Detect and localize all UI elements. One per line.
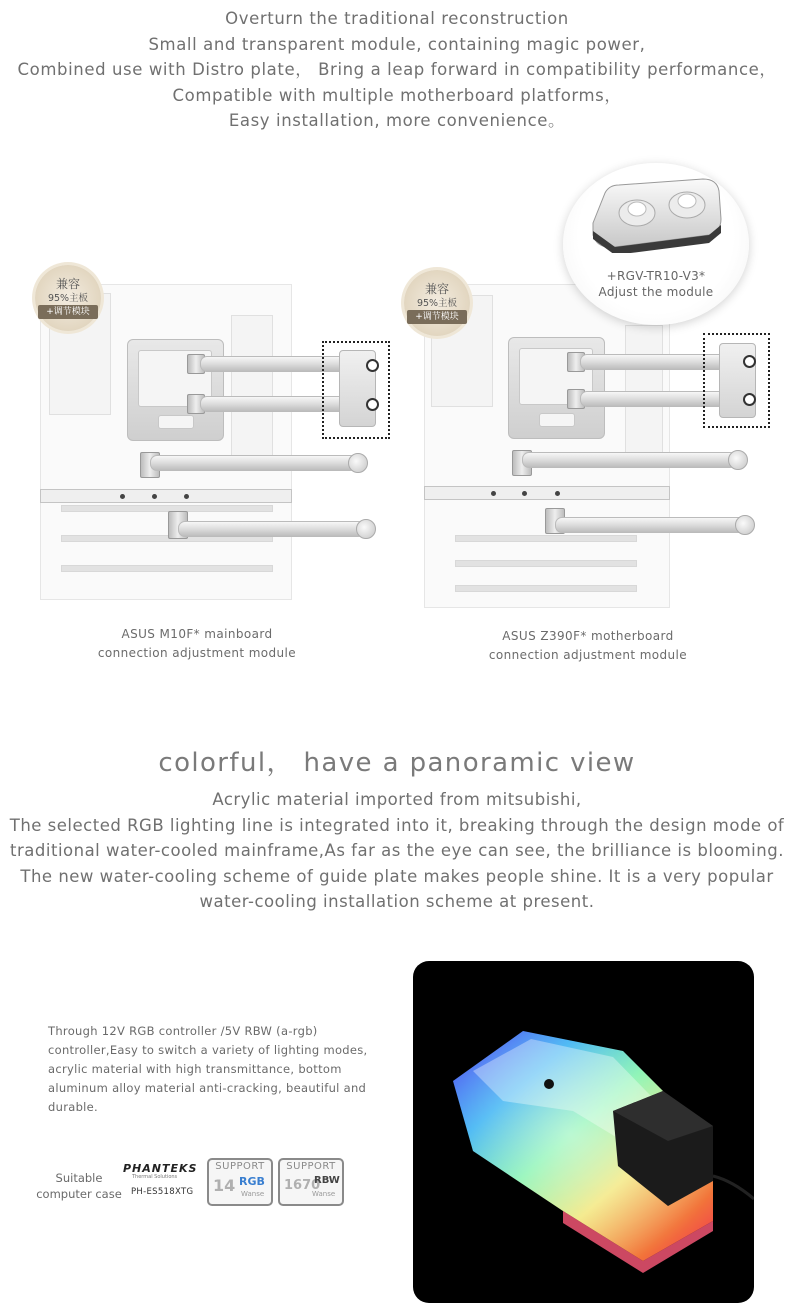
compatibility-badge (404, 270, 470, 336)
badge-line: 95%主板 (416, 298, 458, 309)
support-tag: RGB (239, 1175, 265, 1188)
section-title: colorful， have a panoramic view (158, 748, 636, 778)
rail-bolt (184, 494, 189, 499)
badge-line: +调节模块 (407, 310, 467, 324)
phanteks-tagline: Thermal Solutions (132, 1174, 178, 1180)
right-motherboard-image (424, 284, 670, 608)
section-line: The selected RGB lighting line is integrated into it, breaking through the design mode of (9, 815, 785, 835)
support-tag: RBW (314, 1175, 340, 1186)
intro-line: Compatible with multiple motherboard platforms， (172, 85, 622, 105)
coolant-tube (150, 455, 357, 471)
caption-line: ASUS M10F* mainboard (121, 627, 273, 641)
suitable-case-label: Suitable computer case (36, 1171, 122, 1201)
support-number: 14 (213, 1176, 236, 1195)
adjust-module-product-image (585, 175, 725, 253)
support-rgb-badge (207, 1158, 273, 1206)
intro-line: Combined use with Distro plate， Bring a leap forward in compatibility performance， (17, 60, 777, 79)
intro-line: Small and transparent module, containing magic power, (148, 34, 646, 54)
pcie-slot (61, 505, 273, 512)
pcie-slot (455, 585, 637, 592)
tube-end-cap (356, 519, 376, 539)
section-line: traditional water-cooled mainframe,As far as the eye can see, the brilliance is blooming. (10, 841, 784, 860)
caption-line: ASUS Z390F* motherboard (502, 629, 674, 643)
module-callout-label (563, 268, 749, 300)
intro-text (0, 6, 794, 134)
distro-plate-rail (40, 489, 292, 503)
section-line: The new water-cooling scheme of guide plate makes people shine. It is a very popular (20, 866, 774, 886)
intro-line: Overturn the traditional reconstruction (225, 9, 569, 28)
block-window (539, 413, 575, 427)
badge-line: 兼容 (55, 277, 80, 291)
module-model: +RGV-TR10-V3* (606, 269, 706, 283)
pcie-slot (61, 565, 273, 572)
left-board-caption (72, 625, 322, 663)
rail-bolt (152, 494, 157, 499)
cpu-water-block (508, 337, 605, 439)
support-brand: Wanse (241, 1190, 265, 1198)
section-body (0, 787, 794, 915)
coolant-tube (555, 517, 745, 533)
coolant-tube (178, 521, 365, 537)
rail-bolt (555, 491, 560, 496)
distro-plate-rail (424, 486, 670, 500)
section-line: water-cooling installation scheme at present. (199, 892, 595, 911)
pcie-slot (455, 535, 637, 542)
caption-line: connection adjustment module (488, 648, 688, 662)
rgb-description: Through 12V RGB controller /5V RBW (a-rgb) controller,Easy to switch a variety of lighting modes, acrylic material with high transmittance, bottom aluminum alloy material anti-cracking, beautiful and durable. (48, 1024, 368, 1114)
support-label: SUPPORT (286, 1161, 336, 1172)
case-model: PH-ES518XTG (131, 1187, 194, 1197)
rail-bolt (491, 491, 496, 496)
support-number: 1670 (284, 1178, 321, 1193)
tube-end-cap (348, 453, 368, 473)
right-board-caption (463, 627, 713, 665)
left-motherboard-image (40, 284, 292, 600)
rail-bolt (120, 494, 125, 499)
module-desc: Adjust the module (598, 285, 714, 299)
badge-line: 兼容 (424, 282, 449, 296)
compatibility-badge (35, 265, 101, 331)
badge-line: +调节模块 (38, 305, 98, 319)
support-rbw-badge (278, 1158, 344, 1206)
coolant-tube (522, 452, 737, 468)
cpu-water-block (127, 339, 224, 441)
highlight-box (322, 341, 390, 439)
support-brand: Wanse (312, 1190, 336, 1198)
phanteks-logo: PHANTEKS (123, 1162, 198, 1175)
rail-bolt (522, 491, 527, 496)
caption-line: connection adjustment module (97, 646, 297, 660)
intro-line: Easy installation, more convenience。 (228, 111, 566, 130)
section-line: Acrylic material imported from mitsubishi, (212, 790, 582, 809)
tube-end-cap (728, 450, 748, 470)
badge-line: 95%主板 (47, 293, 89, 304)
module-callout-bubble (563, 163, 749, 325)
pcb-detail (231, 315, 273, 467)
rgb-plate-illustration (413, 961, 754, 1303)
block-window (158, 415, 194, 429)
rgb-distro-plate-photo (413, 961, 754, 1303)
support-label: SUPPORT (215, 1161, 265, 1172)
tube-end-cap (735, 515, 755, 535)
highlight-box (703, 333, 770, 428)
pcie-slot (455, 560, 637, 567)
